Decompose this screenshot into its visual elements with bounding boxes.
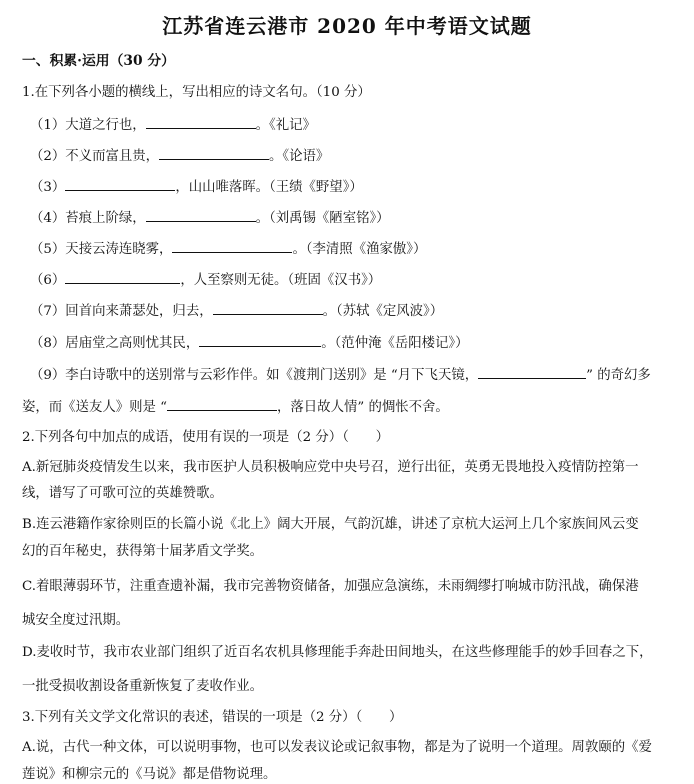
q3-stem: 3.下列有关文学文化常识的表述，错误的一项是（2 分）（ ） — [22, 710, 403, 725]
q2-option-c-line-1: C.着眼薄弱环节，注重查遗补漏，我市完善物资储备，加强应急演练，未雨绸缪打响城市防汛战，确保港 — [22, 579, 639, 594]
q1-item-9-pre: （9）李白诗歌中的送别常与云彩作伴。如《渡荆门送别》是 “月下飞天镜， — [30, 368, 479, 383]
q2-option-a-line-1: A.新冠肺炎疫情发生以来，我市医护人员积极响应党中央号召，逆行出征，英勇无畏地投入疫情防控第一 — [22, 460, 639, 475]
q1-item-9-post: ” 的奇幻多 — [586, 368, 651, 383]
q1-item-5-pre: （5）天接云涛连晓雾， — [30, 242, 173, 257]
q1-item-9-line2-pre: 姿，而《送友人》则是 “ — [22, 400, 168, 415]
q1-item-7-post: 。（苏轼《定风波》） — [322, 304, 444, 319]
answer-blank[interactable] — [146, 209, 256, 222]
q1-item-7 — [30, 302, 680, 321]
q1-item-3 — [30, 178, 680, 197]
q1-item-4 — [30, 209, 680, 228]
q1-item-8 — [30, 334, 680, 353]
q1-item-4-pre: （4）苔痕上阶绿， — [30, 211, 146, 226]
q1-item-6-post: ，人至察则无徒。（班固《汉书》） — [180, 273, 382, 288]
q1-item-4-post: 。（刘禹锡《陋室铭》） — [255, 211, 390, 226]
q1-item-9-line-2 — [22, 398, 680, 417]
q1-item-2 — [30, 147, 680, 166]
q1-item-3-pre: （3） — [30, 180, 66, 195]
answer-blank[interactable] — [478, 366, 586, 379]
q2-option-b-line-1: B.连云港籍作家徐则臣的长篇小说《北上》阔大开展，气韵沉雄，讲述了京杭大运河上几个家族间风云变 — [22, 517, 639, 532]
answer-blank[interactable] — [159, 147, 269, 160]
q1-item-5 — [30, 240, 680, 259]
q3-option-a-line-2: 莲说》和柳宗元的《马说》都是借物说理。 — [22, 767, 277, 782]
q1-item-1-post: 。《礼记》 — [255, 118, 316, 133]
q2-option-d-line-1: D.麦收时节，我市农业部门组织了近百名农机具修理能手奔赴田间地头，在这些修理能手的妙手回春之下， — [22, 645, 653, 660]
answer-blank[interactable] — [172, 240, 292, 253]
q1-item-9-line2-post: ，落日故人情” 的惆怅不舍。 — [277, 400, 449, 415]
answer-blank[interactable] — [65, 271, 180, 284]
q1-item-2-pre: （2）不义而富且贵， — [30, 149, 160, 164]
q1-stem: 1.在下列各小题的横线上，写出相应的诗文名句。（10 分） — [22, 85, 371, 100]
answer-blank[interactable] — [199, 334, 321, 347]
q1-item-8-post: 。（范仲淹《岳阳楼记》） — [321, 336, 469, 351]
q1-item-2-post: 。《论语》 — [269, 149, 330, 164]
page-title: 江苏省连云港市 2020 年中考语文试题 — [162, 14, 532, 38]
answer-blank[interactable] — [146, 116, 256, 129]
answer-blank[interactable] — [65, 178, 175, 191]
q1-item-1-pre: （1）大道之行也， — [30, 118, 146, 133]
answer-blank[interactable] — [167, 398, 277, 411]
q2-stem: 2.下列各句中加点的成语，使用有误的一项是（2 分）（ ） — [22, 430, 390, 445]
q2-option-c-line-2: 城安全度过汛期。 — [22, 613, 130, 628]
q1-item-9-line-1 — [30, 366, 680, 385]
q1-item-7-pre: （7）回首向来萧瑟处，归去， — [30, 304, 213, 319]
q1-item-1 — [30, 116, 680, 135]
q1-item-5-post: 。（李清照《渔家傲》） — [292, 242, 427, 257]
q1-item-6 — [30, 271, 680, 290]
q1-item-8-pre: （8）居庙堂之高则忧其民， — [30, 336, 200, 351]
q2-option-b-line-2: 幻的百年秘史，获得第十届茅盾文学奖。 — [22, 544, 264, 559]
section-heading: 一、积累·运用（30 分） — [22, 53, 175, 69]
q3-option-a-line-1: A.说，古代一种文体，可以说明事物，也可以发表议论或记叙事物，都是为了说明一个道理。周敦颐的《爱 — [22, 740, 652, 755]
answer-blank[interactable] — [213, 302, 323, 315]
q2-option-a-line-2: 线，谱写了可歌可泣的英雄赞歌。 — [22, 486, 223, 501]
q1-item-6-pre: （6） — [30, 273, 66, 288]
q1-item-3-post: ，山山唯落晖。（王绩《野望》） — [175, 180, 363, 195]
q2-option-d-line-2: 一批受损收割设备重新恢复了麦收作业。 — [22, 679, 264, 694]
